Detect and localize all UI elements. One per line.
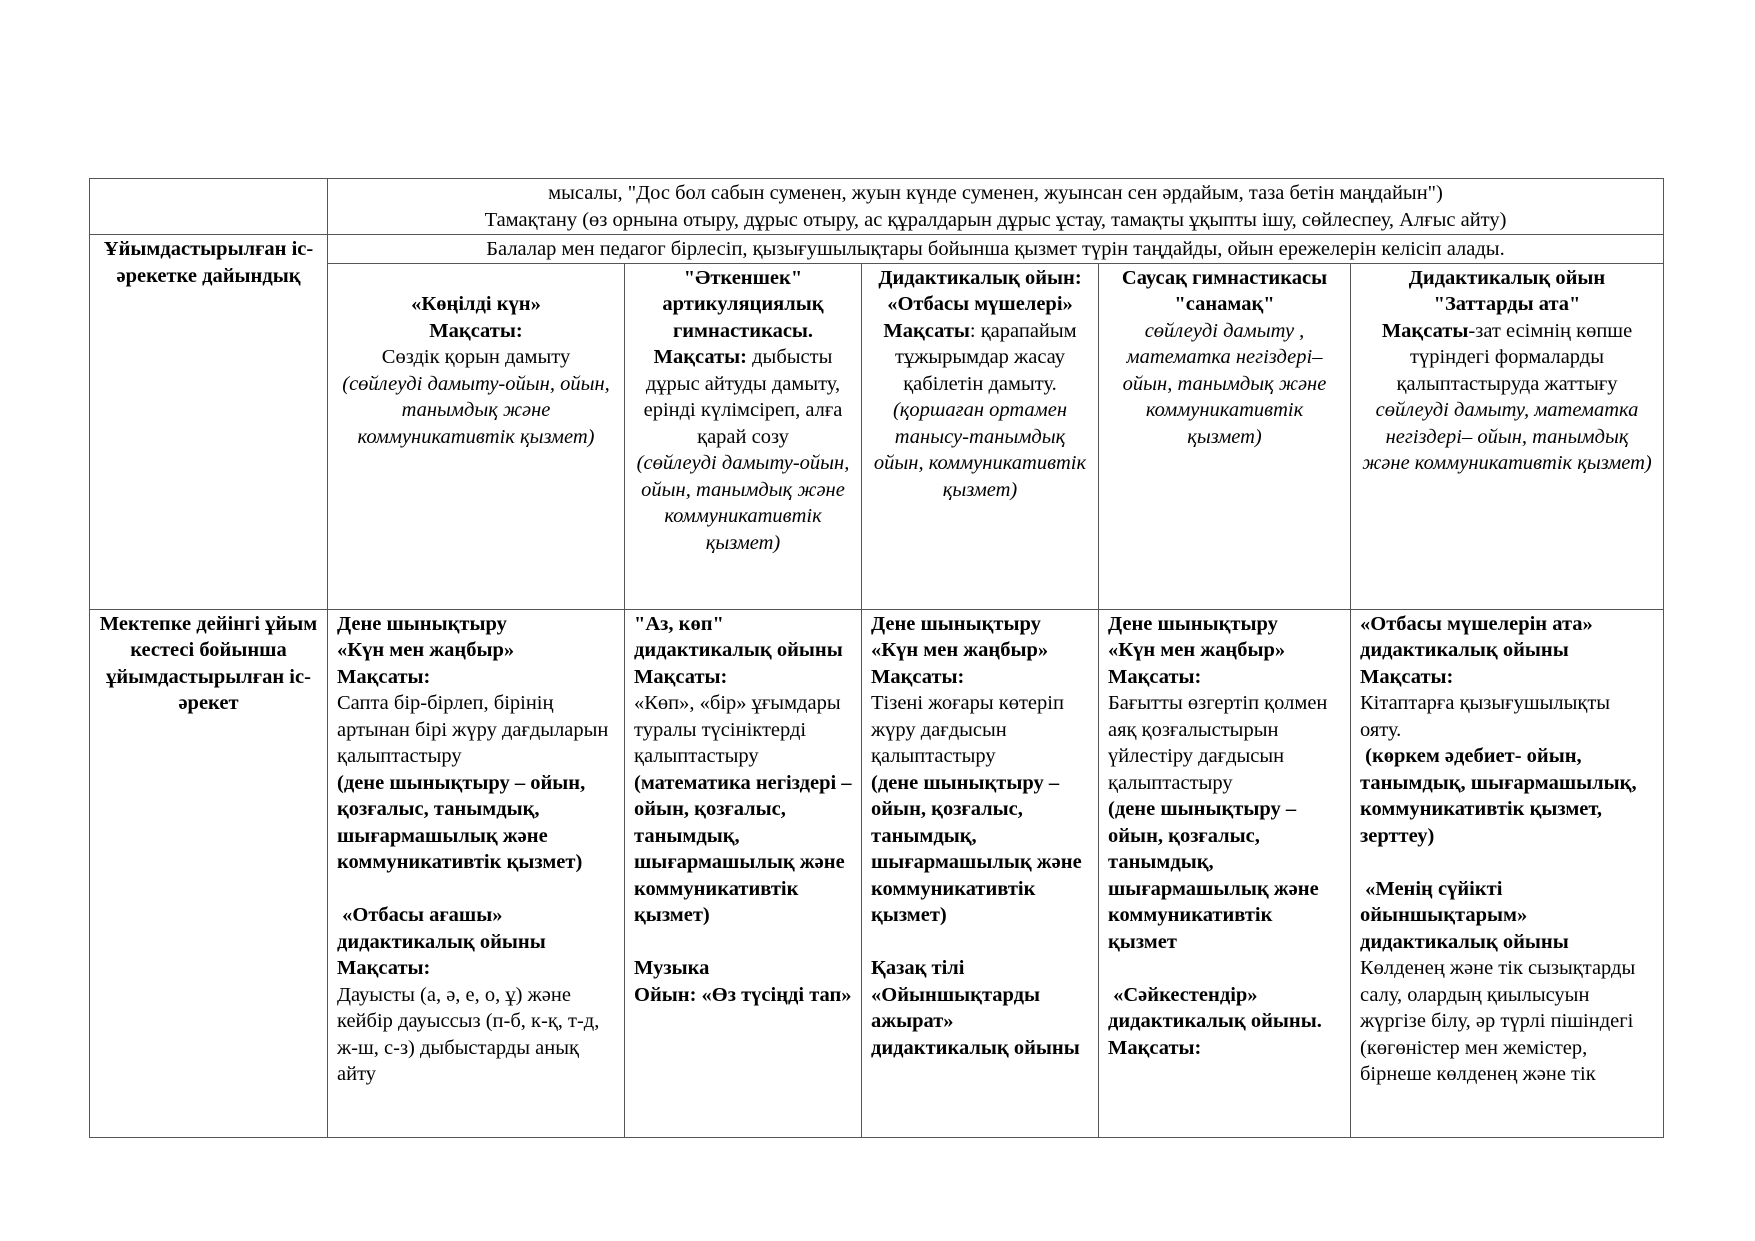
tue-subject-2: Музыка [634, 957, 710, 979]
prep-2-title: "Әткеншек" артикуляциялық гимнастикасы. [662, 266, 824, 342]
fri-game-2: «Менің сүйікті ойыншықтарым» дидактикалық ойыны [1360, 877, 1569, 953]
prep-3-goal-label: Мақсаты [883, 319, 970, 342]
prep-3-goal: : қарапайым тұжырымдар жасау қабілетін дамыту. [895, 319, 1077, 395]
prep-4-areas: сөйлеуді дамыту , математка негіздері– ойын, танымдық және коммуникативтік қызмет) [1122, 319, 1327, 448]
prep-2-areas: (сөйлеуді дамыту-ойын, ойын, танымдық және коммуникативтік қызмет) [636, 452, 850, 554]
mon-game: «Күн мен жаңбыр» [337, 639, 515, 661]
mon-goal: Сапта бір-бірлеп, бірінің артынан бірі жүру дағдыларын қалыптастыру [337, 692, 609, 767]
mon-game-2: «Отбасы ағашы» дидактикалық ойыны [337, 904, 546, 953]
prep-2-goal: дыбысты дұрыс айтуды дамыту, ерінді күлімсіреп, алға қарай созу [643, 346, 843, 448]
activity-thursday [1099, 609, 1351, 1138]
prep-5-goal-label: Мақсаты [1381, 319, 1469, 342]
wed-areas: (дене шынықтыру – ойын, қозғалыс, танымдық, шығармашылық және коммуникативтік қызмет) [871, 771, 1082, 926]
prep-5-title: Дидактикалық ойын "Заттарды ата" [1408, 266, 1606, 315]
thu-goal-2-label: Мақсаты: [1108, 1036, 1202, 1059]
organized-label-cell: Мектепке дейінгі ұйым кестесі бойынша ұйымдастырылған іс-әрекет [90, 609, 328, 1138]
wed-subject-2: Қазақ тілі [871, 957, 965, 979]
tue-game-2: Ойын: «Өз түсіңді тап» [634, 983, 852, 1006]
hygiene-line-1: мысалы, "Дос бол сабын суменен, жуын күнде суменен, жуынсан сен әрдайым, таза бетін маңдайын") [548, 182, 1443, 204]
prep-1-goal-label: Мақсаты: [429, 319, 523, 342]
prep-2-goal-label: Мақсаты: [653, 346, 747, 368]
preparation-label-cell: Ұйымдастырылған іс-әрекетке дайындық [90, 235, 328, 610]
tue-game: "Аз, көп" дидактикалық ойыны [634, 612, 843, 661]
mon-goal-label: Мақсаты: [337, 665, 431, 688]
meal-line: Тамақтану (өз орнына отыру, дұрыс отыру, ас құралдарын дұрыс ұстау, тамақты ұқыпты ішу, сөйлеспеу, Алғыс айту) [484, 208, 1507, 231]
thu-subject: Дене шынықтыру [1108, 612, 1278, 635]
thu-game: «Күн мен жаңбыр» [1108, 639, 1286, 661]
empty-label-cell [90, 179, 328, 235]
fri-areas: (көркем әдебиет- ойын, танымдық, шығармашылық, коммуникативтік қызмет, зерттеу) [1360, 745, 1642, 847]
hygiene-row [90, 179, 1664, 235]
prep-1-areas: (сөйлеуді дамыту-ойын, ойын, танымдық және коммуникативтік қызмет) [342, 372, 610, 448]
thu-areas: (дене шынықтыру – ойын, қозғалыс, танымдық, шығармашылық және коммуникативтік қызмет [1108, 798, 1319, 953]
wed-game: «Күн мен жаңбыр» [871, 639, 1049, 661]
fri-goal-label: Мақсаты: [1360, 665, 1454, 688]
wed-goal: Тізені жоғары көтеріп жүру дағдысын қалыптастыру [871, 692, 1064, 767]
mon-goal-2: Дауысты (а, ә, е, о, ұ) және кейбір дауыссыз (п-б, к-қ, т-д, ж-ш, с-з) дыбыстарды анық айту [337, 983, 600, 1085]
wed-game-2: «Ойыншықтарды ажырат» дидактикалық ойыны [871, 983, 1080, 1059]
prep-activity-2 [625, 263, 862, 609]
fri-goal: Кітаптарға қызығушылықты ояту. [1360, 692, 1611, 741]
prep-4-title: Саусақ гимнастикасы "санамақ" [1121, 266, 1328, 315]
activity-friday [1351, 609, 1664, 1138]
mon-goal-2-label: Мақсаты: [337, 957, 431, 979]
prep-3-title: Дидактикалық ойын: «Отбасы мүшелері» [878, 266, 1082, 315]
mon-areas: (дене шынықтыру – ойын, қозғалыс, танымдық, шығармашылық және коммуникативтік қызмет) [337, 771, 586, 873]
organized-activities-row [90, 609, 1664, 1138]
prep-activity-1 [328, 263, 625, 609]
prep-1-title: «Көңілді күн» [411, 293, 541, 315]
fri-game: «Отбасы мүшелерін ата» дидактикалық ойыны [1360, 612, 1593, 661]
thu-game-2: «Сәйкестендір» дидактикалық ойыны. [1108, 983, 1322, 1032]
wed-subject: Дене шынықтыру [871, 612, 1041, 635]
prep-3-areas: (қоршаған ортамен танысу-танымдық ойын, коммуникативтік қызмет) [873, 399, 1087, 501]
prep-5-goal: -зат есімнің көпше түріндегі формаларды қалыптастыруда жаттығу [1396, 319, 1633, 395]
prep-5-areas: сөйлеуді дамыту, математка негіздері– ойын, танымдық және коммуникативтік қызмет) [1362, 399, 1652, 474]
thu-goal-label: Мақсаты: [1108, 665, 1202, 688]
fri-goal-2: Көлденең және тік сызықтарды салу, олардың қиылысуын жүргізе білу, әр түрлі пішіндегі (көгөністер мен жемістер, бірнеше көлденең және тік [1360, 957, 1636, 1085]
mon-subject: Дене шынықтыру [337, 612, 507, 635]
tue-areas: (математика негіздері – ойын, қозғалыс, танымдық, шығармашылық және коммуникативтік қызмет) [634, 771, 852, 926]
hygiene-text-cell [328, 179, 1664, 235]
activity-wednesday [862, 609, 1099, 1138]
thu-goal: Бағытты өзгертіп қолмен аяқ қозғалыстырын үйлестіру дағдысын қалыптастыру [1108, 692, 1328, 794]
preparation-intro-cell: Балалар мен педагог бірлесіп, қызығушылықтары бойынша қызмет түрін таңдайды, ойын ережелерін келісіп алады. [328, 235, 1664, 264]
prep-activity-5 [1351, 263, 1664, 609]
prep-1-goal: Сөздік қорын дамыту [381, 346, 571, 368]
activity-monday [328, 609, 625, 1138]
prep-activity-4 [1099, 263, 1351, 609]
activity-tuesday [625, 609, 862, 1138]
prep-activity-3 [862, 263, 1099, 609]
tue-goal-label: Мақсаты: [634, 665, 728, 688]
tue-goal: «Көп», «бір» ұғымдары туралы түсініктерді қалыптастыру [634, 692, 841, 767]
daily-plan-table [89, 178, 1664, 1138]
preparation-intro-row [90, 235, 1664, 264]
wed-goal-label: Мақсаты: [871, 665, 965, 688]
